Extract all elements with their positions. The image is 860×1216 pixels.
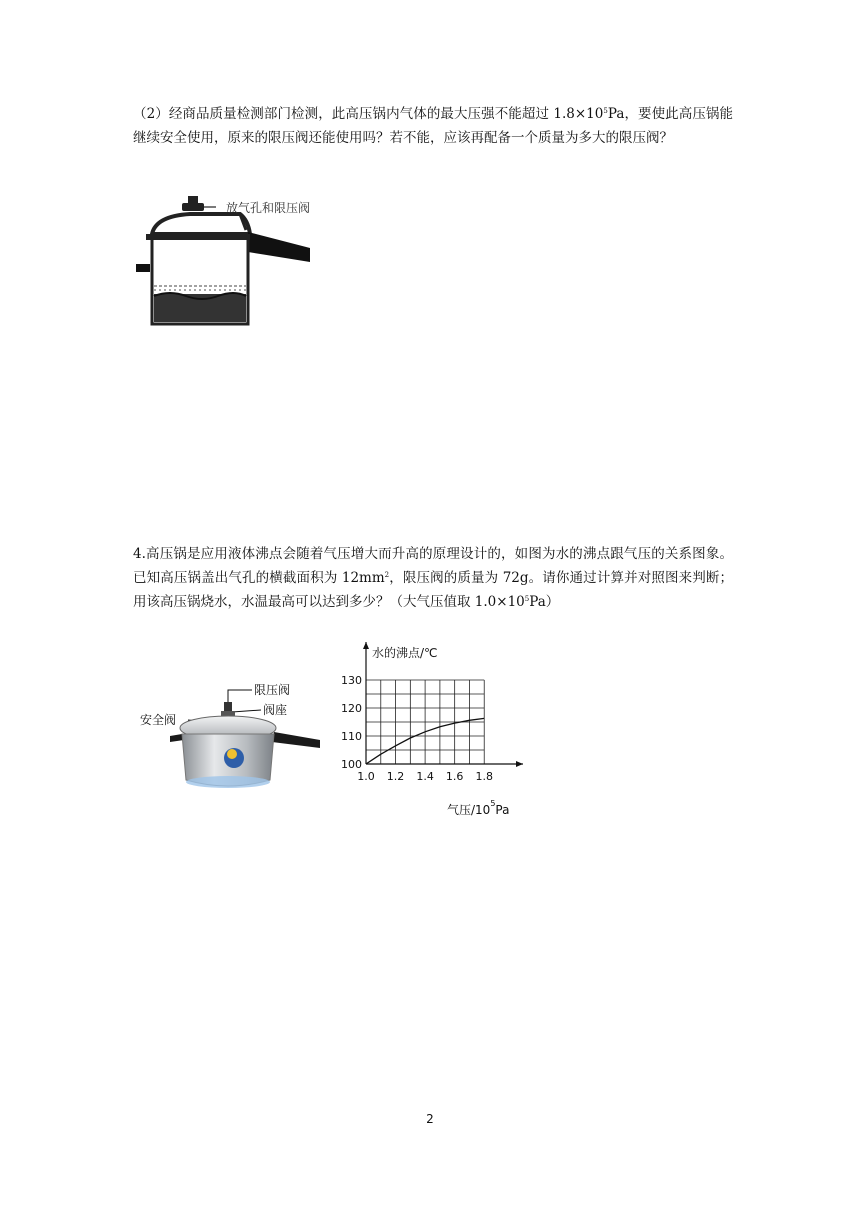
x-tick-label: 1.8 bbox=[475, 770, 493, 783]
pressure-valve-label: 限压阀 bbox=[254, 683, 291, 697]
pressure-cooker-diagram bbox=[130, 190, 370, 330]
y-tick-label: 100 bbox=[341, 758, 362, 771]
y-axis-arrow bbox=[363, 642, 369, 649]
page-number: 2 bbox=[426, 1112, 434, 1126]
question-2-prefix: （2）经商品质量检测部门检测，此高压锅内气体的最大压强不能超过 1.8×10 bbox=[133, 106, 604, 122]
y-tick-label: 110 bbox=[341, 730, 362, 743]
question-2-text bbox=[133, 102, 733, 150]
pressure-cooker-photo bbox=[136, 676, 326, 806]
x-tick-label: 1.0 bbox=[357, 770, 375, 783]
question-4-part-1: 4.高压锅是应用液体沸点会随着气压增大而升高的原理设计的，如图为水的沸点跟气压的关系图象。已知高压锅盖出气孔的横截面积为 12mm bbox=[133, 546, 733, 586]
y-tick-label: 130 bbox=[341, 674, 362, 687]
valve-seat-label: 阀座 bbox=[263, 703, 288, 717]
x-tick-label: 1.2 bbox=[386, 770, 405, 783]
question-2-suffix: Pa，要使此高压锅能继续安全使用，原来的限压阀还能使用吗？若不能，应该再配备一个质量为多大的限压阀？ bbox=[133, 106, 734, 146]
question-2-exponent: 5 bbox=[603, 107, 608, 115]
question-4-part-3: Pa） bbox=[529, 594, 560, 610]
boiling-point-chart bbox=[335, 632, 535, 828]
x-tick-label: 1.4 bbox=[416, 770, 434, 783]
vent-and-valve-label: 放气孔和限压阀 bbox=[226, 201, 311, 215]
question-4-part-2: ，限压阀的质量为 72g。请你通过计算并对照图来判断；用该高压锅烧水，水温最高可以达到多少？（大气压值取 1.0×10 bbox=[133, 570, 733, 610]
question-4-exponent-1: 2 bbox=[384, 571, 390, 579]
question-4-text bbox=[133, 542, 733, 614]
safety-valve-label: 安全阀 bbox=[140, 713, 177, 727]
y-tick-label: 120 bbox=[341, 702, 362, 715]
question-4-exponent-2: 5 bbox=[524, 595, 530, 603]
x-axis-arrow bbox=[516, 761, 523, 767]
y-axis-label: 水的沸点/℃ bbox=[372, 646, 438, 660]
x-axis-label: 气压$/10^5Pa$ bbox=[447, 799, 510, 817]
x-tick-label: 1.6 bbox=[445, 770, 464, 783]
